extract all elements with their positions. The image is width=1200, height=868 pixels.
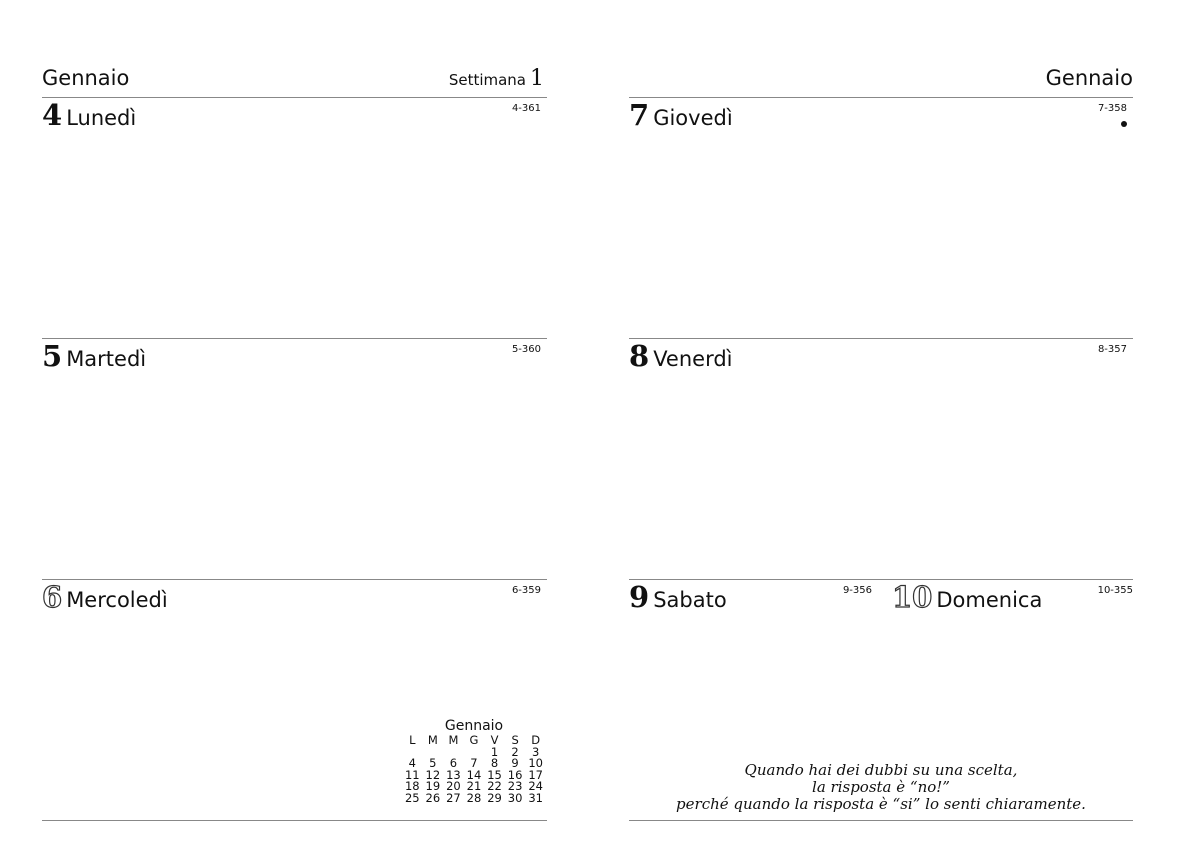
calendar-day: 31 [528,790,543,805]
divider [42,820,547,821]
weekday-header: D [531,733,541,747]
calendar-day: 18 [404,779,420,793]
day-number: 5 [42,339,63,373]
day-name: Martedì [66,347,147,371]
mini-calendar-grid [402,735,546,804]
mini-calendar [402,718,546,804]
calendar-day: 25 [404,790,420,805]
calendar-week-row [402,793,546,805]
day-name: Giovedì [653,106,733,130]
day-number: 10 [892,580,933,614]
day-name: Domenica [936,588,1043,612]
calendar-day: 21 [466,779,482,793]
day-of-year: 10-355 [1097,585,1133,596]
calendar-day: 14 [466,767,482,782]
quote-line: la risposta è “no!” [812,778,950,796]
quote-line: Quando hai dei dubbi su una scelta, [744,761,1018,779]
calendar-day: 30 [507,790,523,805]
day-number: 8 [629,339,650,373]
day-of-year: 8-357 [1097,344,1127,355]
day-of-year: 9-356 [842,585,872,596]
weekday-header: G [469,733,479,747]
day-friday[interactable] [629,339,733,373]
weekday-header-row [402,735,546,747]
weekday-header: M [448,733,459,747]
day-name: Sabato [653,588,727,612]
calendar-day: 6 [449,756,458,770]
calendar-day: 5 [429,756,437,770]
calendar-day: 15 [487,767,502,782]
day-of-year: 5-360 [511,344,541,355]
calendar-day: 13 [446,767,461,782]
calendar-day: 24 [528,779,543,793]
calendar-day: 4 [408,756,416,770]
day-number: 4 [42,98,63,132]
calendar-day: 27 [446,790,461,805]
weekday-header: L [409,733,416,747]
calendar-day: 11 [404,767,420,782]
calendar-day: 29 [487,790,502,805]
month-title-left: Gennaio [42,66,130,90]
day-number: 6 [42,580,63,614]
quote [629,762,1133,813]
weekday-header: S [511,733,519,747]
calendar-day: 22 [487,779,502,793]
mini-calendar-title: Gennaio [444,718,504,734]
day-name: Venerdì [653,347,733,371]
day-saturday[interactable] [629,580,727,614]
calendar-day: 12 [425,767,441,782]
calendar-day: 7 [470,756,478,770]
calendar-day: 10 [528,756,543,770]
day-wednesday[interactable] [42,580,168,614]
day-of-year: 6-359 [511,585,541,596]
weekday-header: V [490,733,499,747]
calendar-day: 17 [528,767,543,782]
calendar-day: 28 [466,790,482,805]
day-of-year: 7-358 [1097,103,1127,114]
calendar-day: 19 [425,779,441,793]
day-number: 9 [629,580,650,614]
calendar-day: 3 [532,744,540,759]
quote-line: perché quando la risposta è “si” lo senti chiaramente. [676,795,1086,813]
calendar-day: 23 [507,779,523,793]
day-sunday[interactable] [892,580,1042,614]
day-tuesday[interactable] [42,339,146,373]
moon-phase-icon [1121,121,1127,127]
day-name: Lunedì [66,106,137,130]
week-indicator [380,66,544,91]
calendar-day: 16 [507,767,523,782]
day-name: Mercoledì [66,588,168,612]
calendar-day: 9 [511,756,519,770]
weekday-header: M [427,733,438,747]
calendar-day: 20 [446,779,461,793]
calendar-day: 1 [490,744,499,759]
day-of-year: 4-361 [511,103,541,114]
divider [629,820,1133,821]
calendar-day: 26 [425,790,441,805]
calendar-day: 2 [511,744,519,759]
calendar-day: 8 [490,756,499,770]
week-label: Settimana [448,71,526,89]
month-title-right: Gennaio [1045,66,1133,90]
day-monday[interactable] [42,98,136,132]
day-thursday[interactable] [629,98,733,132]
day-number: 7 [629,98,650,132]
week-number: 1 [530,66,544,91]
